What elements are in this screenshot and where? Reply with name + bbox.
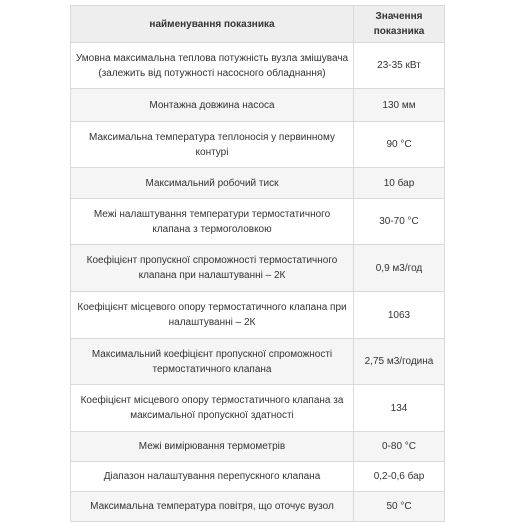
- specifications-table: [70, 5, 445, 522]
- parameter-name: Коефіцієнт пропускної спроможності термостатичного клапана при налаштуванні – 2К: [71, 245, 354, 292]
- parameter-value: 0,9 м3/год: [354, 245, 445, 292]
- table-row: [71, 245, 445, 292]
- parameter-value: 1063: [354, 292, 445, 339]
- parameter-value: 2,75 м3/година: [354, 339, 445, 385]
- parameter-name: Межі вимірювання термометрів: [71, 432, 354, 462]
- parameter-name: Максимальний робочий тиск: [71, 168, 354, 199]
- parameter-value: 90 °С: [354, 122, 445, 168]
- parameter-name: Максимальна температура теплоносія у первинному контурі: [71, 122, 354, 168]
- table-row: [71, 385, 445, 432]
- parameter-value: 10 бар: [354, 168, 445, 199]
- parameter-value: 134: [354, 385, 445, 432]
- parameter-name: Коефіцієнт місцевого опору термостатичного клапана за максимальної пропускної здатності: [71, 385, 354, 432]
- parameter-name: Умовна максимальна теплова потужність вузла змішувача (залежить від потужності насосного обладнання): [71, 43, 354, 89]
- table-row: [71, 168, 445, 199]
- table-row: [71, 292, 445, 339]
- parameter-name: Діапазон налаштування перепускного клапана: [71, 462, 354, 492]
- table-header-row: [71, 6, 445, 43]
- table-row: [71, 339, 445, 385]
- parameter-name: Максимальна температура повітря, що оточує вузол: [71, 492, 354, 522]
- parameter-value: 130 мм: [354, 89, 445, 122]
- table-row: [71, 492, 445, 522]
- parameter-value: 0,2-0,6 бар: [354, 462, 445, 492]
- parameter-value: 0-80 °С: [354, 432, 445, 462]
- table-row: [71, 43, 445, 89]
- parameter-name: Максимальний коефіцієнт пропускної спроможності термостатичного клапана: [71, 339, 354, 385]
- table-row: [71, 432, 445, 462]
- table-row: [71, 462, 445, 492]
- parameter-value: 23-35 кВт: [354, 43, 445, 89]
- parameter-name: Коефіцієнт місцевого опору термостатичного клапана при налаштуванні – 2К: [71, 292, 354, 339]
- parameter-name: Монтажна довжина насоса: [71, 89, 354, 122]
- header-parameter-name: найменування показника: [71, 6, 354, 43]
- parameter-value: 30-70 °С: [354, 199, 445, 245]
- parameter-name: Межі налаштування температури термостатичного клапана з термоголовкою: [71, 199, 354, 245]
- header-parameter-value: Значення показника: [354, 6, 445, 43]
- table-row: [71, 122, 445, 168]
- table-row: [71, 199, 445, 245]
- table-row: [71, 89, 445, 122]
- parameter-value: 50 °С: [354, 492, 445, 522]
